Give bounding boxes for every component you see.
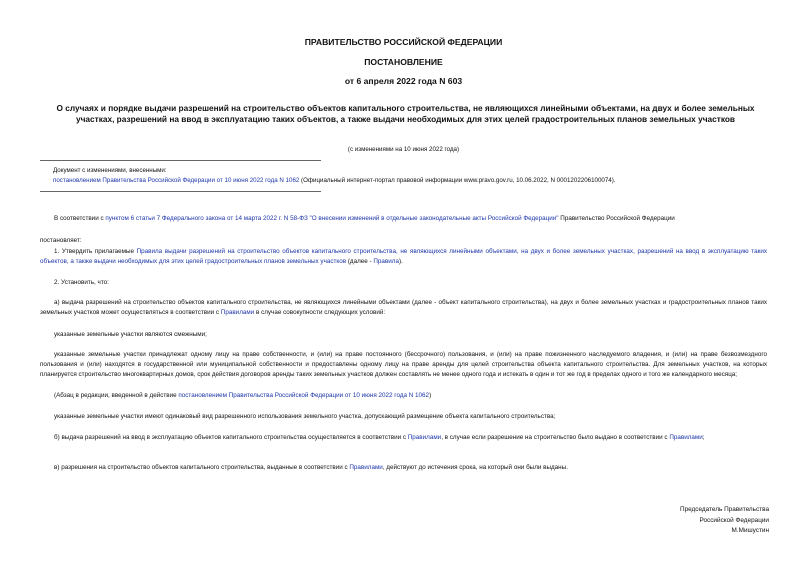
- signature-block: [680, 505, 769, 537]
- item-b-end: ;: [702, 434, 705, 441]
- document-title: О случаях и порядке выдачи разрешений на строительство объектов капитального строительства, не являющихся линейными объектами, на двух и более земельных участках, разрешений на ввод в эксплуатацию таких объектов, а также выдачи необходимых для этих целей градостроительных планов земельных участков: [56, 103, 755, 124]
- item-1-mid: (далее -: [346, 258, 374, 265]
- paragraph-c: [40, 463, 767, 473]
- item-a-text: а) выдача разрешений на строительство объектов капитального строительства, не являющихся линейными объектами (далее - объект капитального строительства), на двух и более земельных участках и градостроительных планов таких земельных участков может осуществляться в соответствии с: [40, 299, 767, 316]
- paragraph-ownership: указанные земельные участки принадлежат одному лицу на праве собственности, и (или) на праве постоянного (бессрочного) пользования, и (или) на праве пожизненного наследуемого владения, и (или) на праве безвозмездного пользования и (или) находятся в государственной или муниципальной собственности и предоставлены одному лицу на праве аренды для целей строительства объекта капитального строительства. Для земельных участков, на которых планируется строительство многоквартирных домов, срок действия договоров аренды таких земельных участков должен составлять не менее одного года и истекать в один и тот же год в пределах одного и того же календарного месяца;: [40, 351, 767, 378]
- note-end: ): [429, 392, 432, 399]
- rules-link-c[interactable]: Правилами: [349, 464, 383, 471]
- paragraph-adjacent: указанные земельные участки являются смежными;: [54, 331, 207, 338]
- paragraph-permitted-use: указанные земельные участки имеют одинаковый вид разрешенного использования земельного участка, допускающий размещение объекта капитального строительства;: [54, 413, 556, 420]
- amendment-source: (Официальный интернет-портал правовой информации www.pravo.gov.ru, 10.06.2022, N 0001202206100074).: [299, 177, 616, 184]
- changes-note: (с изменениями на 10 июня 2022 года): [347, 146, 460, 153]
- amendment-link[interactable]: постановлением Правительства Российской Федерации от 10 июня 2022 года N 1062: [53, 177, 300, 184]
- rules-link-b1[interactable]: Правилами: [407, 434, 442, 441]
- paragraph-item-2: 2. Установить, что:: [54, 279, 109, 286]
- rules-link-b2[interactable]: Правилами: [669, 434, 703, 441]
- paragraph-resolves: постановляет:: [40, 237, 82, 244]
- item-c-end: , действуют до истечения срока, на который они были выданы.: [382, 464, 568, 471]
- preamble-text-end: Правительство Российской Федерации: [558, 215, 675, 222]
- paragraph-b: [40, 433, 767, 443]
- rules-link[interactable]: Правила выдачи разрешений на строительство объектов капитального строительства, не являющихся линейными объектами, на двух и более земельных участках, разрешений на ввод в эксплуатацию таких объектов, а также выдачи необходимых для этих целей градостроительных планов земельных участков: [40, 248, 768, 265]
- item-c-text: в) разрешения на строительство объектов капитального строительства, выданные в соответствии с: [54, 464, 350, 471]
- paragraph-amendment-note: [40, 391, 767, 401]
- note-text: (Абзац в редакции, введенной в действие: [54, 392, 179, 399]
- government-heading: ПРАВИТЕЛЬСТВО РОССИЙСКОЙ ФЕДЕРАЦИИ: [304, 37, 503, 47]
- item-1-text: 1. Утвердить прилагаемые: [54, 248, 137, 255]
- amendments-line: [53, 177, 616, 184]
- divider-top: [40, 160, 321, 161]
- signature-country: Российской Федерации: [699, 516, 769, 524]
- preamble-text: В соответствии с: [54, 215, 106, 222]
- note-link[interactable]: постановлением Правительства Российской Федерации от 10 июня 2022 года N 1062: [178, 392, 430, 399]
- document-type-heading: ПОСТАНОВЛЕНИЕ: [364, 57, 443, 67]
- signature-position: Председатель Правительства: [680, 506, 769, 513]
- item-b-mid: , в случае если разрешение на строительство было выдано в соответствии с: [441, 434, 670, 441]
- item-b-text: б) выдача разрешений на ввод в эксплуатацию объектов капитального строительства осуществляется в соответствии с: [54, 434, 408, 441]
- signature-name: М.Мишустин: [731, 527, 769, 534]
- amendments-label: Документ с изменениями, внесенными:: [53, 167, 167, 174]
- document-date-number: от 6 апреля 2022 года N 603: [344, 76, 463, 86]
- rules-link-a[interactable]: Правилами: [220, 309, 255, 316]
- paragraph-item-1: [40, 247, 767, 267]
- item-1-end: ).: [398, 258, 403, 265]
- item-a-end: в случае совокупности следующих условий:: [254, 309, 386, 316]
- divider-bottom: [40, 191, 321, 192]
- paragraph-preamble: [40, 214, 767, 224]
- rules-short-link[interactable]: Правила: [373, 258, 399, 265]
- paragraph-a: [40, 298, 767, 318]
- law-link[interactable]: пунктом 6 статьи 7 Федерального закона от 14 марта 2022 г. N 58-ФЗ "О внесении изменений в отдельные законодательные акты Российской Федерации": [105, 215, 559, 222]
